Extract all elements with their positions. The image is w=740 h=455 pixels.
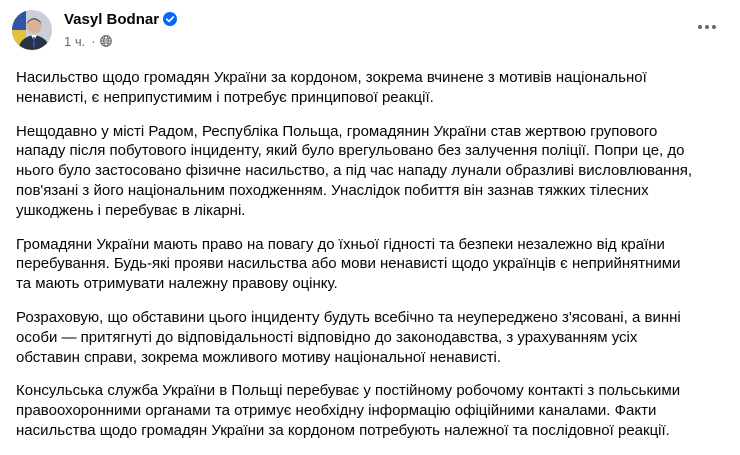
post-timestamp[interactable]: 1 ч. — [64, 33, 86, 49]
post-line: правоохоронними органами та отримує необхідну інформацію офіційними каналами. Факти — [16, 402, 657, 420]
post-line: насильства щодо громадян України за кордоном потребують належної та послідовної реакції. — [16, 421, 670, 439]
post-line: перебування. Будь-які прояви насильства або мови ненависті щодо українців є неприйнятними — [16, 255, 681, 273]
more-options-button[interactable] — [692, 12, 722, 42]
post-line: обставин справи, зокрема можливого мотиву національної ненависті. — [16, 348, 502, 366]
author-line — [64, 8, 177, 30]
post-line: та мають отримувати належну правову оцінку. — [16, 275, 338, 293]
post-paragraph-2 — [16, 122, 726, 221]
author-block — [64, 8, 177, 50]
post-line: ушкоджень і перебуває в лікарні. — [16, 201, 246, 219]
meta-separator: · — [91, 33, 96, 49]
post-line: Громадяни України мають право на повагу до їхньої гідності та безпеки незалежно від країни — [16, 235, 665, 253]
post-paragraph-1 — [16, 68, 726, 108]
post-line: Нещодавно у місті Радом, Республіка Польща, громадянин України став жертвою групового — [16, 122, 658, 140]
post-line: ненависті, є неприпустимим і потребує принципової реакції. — [16, 88, 434, 106]
post-line: Консульська служба України в Польщі перебуває у постійному робочому контакті з польськими — [16, 382, 681, 400]
author-name[interactable]: Vasyl Bodnar — [64, 10, 160, 28]
author-avatar[interactable] — [12, 10, 52, 50]
post-meta — [64, 32, 177, 50]
more-options-icon — [697, 24, 717, 30]
post-line: нападу після побутового інциденту, який було врегульовано без залучення поліції. Попри це, до — [16, 142, 685, 160]
globe-icon[interactable] — [100, 35, 112, 47]
post-paragraph-4 — [16, 308, 726, 367]
verified-badge-icon — [163, 12, 177, 26]
post-line: Насильство щодо громадян України за кордоном, зокрема вчинене з мотивів національної — [16, 69, 647, 86]
post-body — [16, 68, 726, 455]
post-header — [12, 8, 728, 52]
post-line: особи — притягнуті до відповідальності відповідно до законодавства, з урахуванням усіх — [16, 328, 638, 346]
post-line: Розраховую, що обставини цього інциденту будуть всебічно та неупереджено з'ясовані, а винні — [16, 308, 681, 326]
post-line: нього було застосовано фізичне насильство, а під час нападу лунали образливі висловлювання, — [16, 162, 693, 180]
post-paragraph-3 — [16, 235, 726, 294]
post-paragraph-5 — [16, 381, 726, 440]
avatar-image — [12, 10, 52, 50]
post-line: пов'язані з його національним походженням. Унаслідок побиття він зазнав тяжких тілесних — [16, 181, 649, 199]
